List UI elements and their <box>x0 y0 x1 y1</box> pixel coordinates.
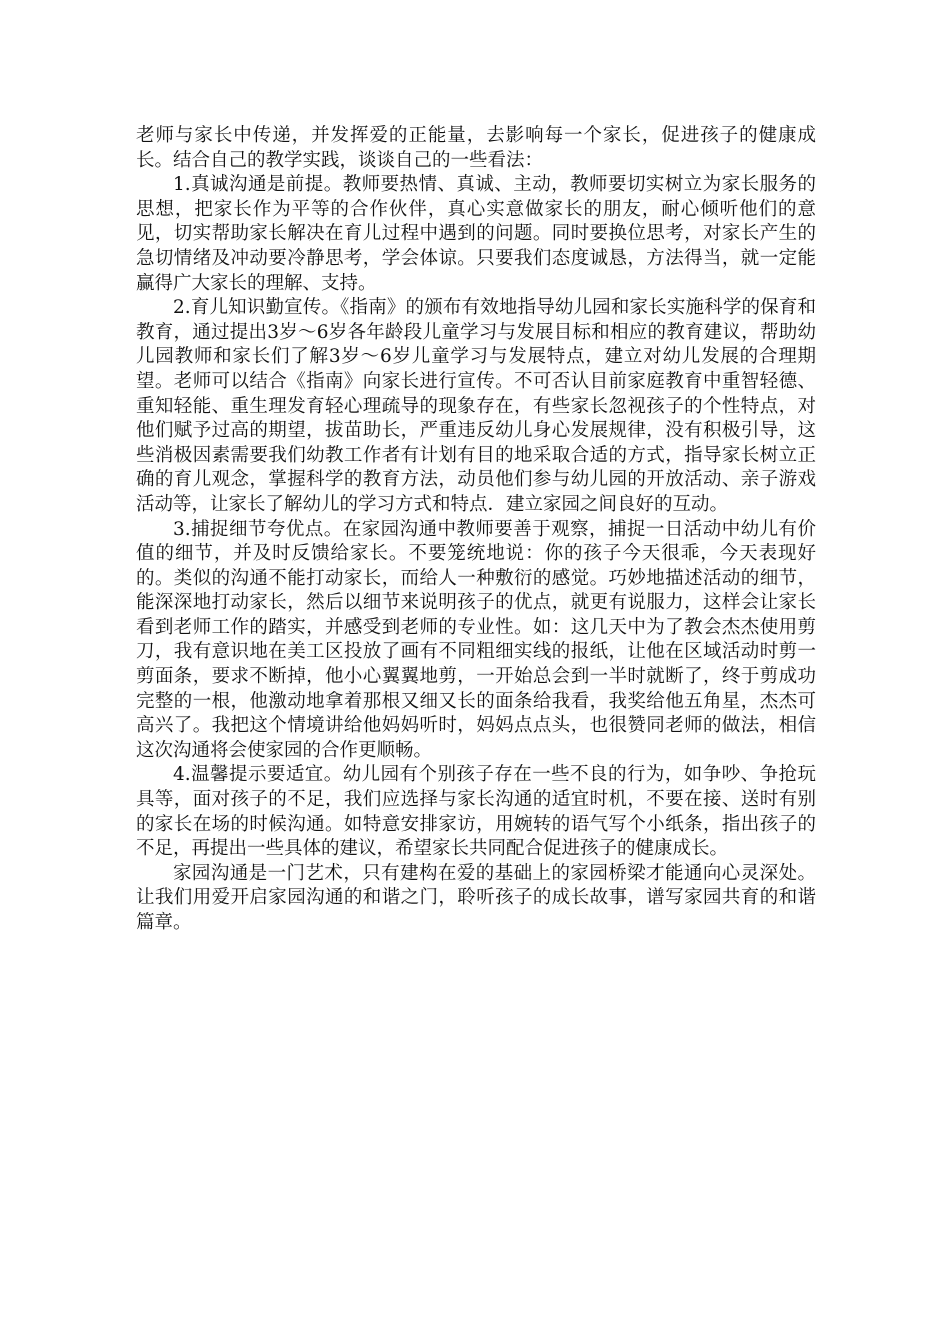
paragraph-point-2: 2.育儿知识勤宣传。《指南》的颁布有效地指导幼儿园和家长实施科学的保育和教育，通过提出3岁～6岁各年龄段儿童学习与发展目标和相应的教育建议，帮助幼儿园教师和家长们了解3岁～6岁儿童学习与发展特点，建立对幼儿发展的合理期望。老师可以结合《指南》向家长进行宣传。不可否认目前家庭教育中重智轻德、重知轻能、重生理发育轻心理疏导的现象存在，有些家长忽视孩子的个性特点，对他们赋予过高的期望，拔苗助长，严重违反幼儿身心发展规律，没有积极引导，这些消极因素需要我们幼教工作者有计划有目的地采取合适的方式，指导家长树立正确的育儿观念，掌握科学的教育方法，动员他们参与幼儿园的开放活动、亲子游戏活动等，让家长了解幼儿的学习方式和特点．建立家园之间良好的互动。 <box>136 297 816 515</box>
paragraph-intro: 老师与家长中传递，并发挥爱的正能量，去影响每一个家长，促进孩子的健康成长。结合自己的教学实践，谈谈自己的一些看法： <box>136 125 816 171</box>
article-body <box>136 124 816 936</box>
paragraph-point-4: 4.温馨提示要适宜。幼儿园有个别孩子存在一些不良的行为，如争吵、争抢玩具等，面对孩子的不足，我们应选择与家长沟通的适宜时机，不要在接、送时有别的家长在场的时候沟通。如特意安排家访，用婉转的语气写个小纸条，指出孩子的不足，再提出一些具体的建议，希望家长共同配合促进孩子的健康成长。 <box>136 764 816 860</box>
paragraph-conclusion: 家园沟通是一门艺术，只有建构在爱的基础上的家园桥梁才能通向心灵深处。让我们用爱开启家园沟通的和谐之门，聆听孩子的成长故事，谱写家园共育的和谐篇章。 <box>136 862 816 933</box>
paragraph-point-1: 1.真诚沟通是前提。教师要热情、真诚、主动，教师要切实树立为家长服务的思想，把家长作为平等的合作伙伴，真心实意做家长的朋友，耐心倾听他们的意见，切实帮助家长解决在育儿过程中遇到的问题。同时要换位思考，对家长产生的急切情绪及冲动要冷静思考，学会体谅。只要我们态度诚恳，方法得当，就一定能赢得广大家长的理解、支持。 <box>136 174 816 294</box>
paragraph-point-3: 3.捕捉细节夸优点。在家园沟通中教师要善于观察，捕捉一日活动中幼儿有价值的细节，并及时反馈给家长。不要笼统地说：你的孩子今天很乖，今天表现好的。类似的沟通不能打动家长，而给人一种敷衍的感觉。巧妙地描述活动的细节，能深深地打动家长，然后以细节来说明孩子的优点，就更有说服力，这样会让家长看到老师工作的踏实，并感受到老师的专业性。如：这几天中为了教会杰杰使用剪刀，我有意识地在美工区投放了画有不同粗细实线的报纸，让他在区域活动时剪一剪面条，要求不断掉，他小心翼翼地剪，一开始总会到一半时就断了，终于剪成功完整的一根，他激动地拿着那根又细又长的面条给我看，我奖给他五角星，杰杰可高兴了。我把这个情境讲给他妈妈听时，妈妈点点头，也很赞同老师的做法，相信这次沟通将会使家园的合作更顺畅。 <box>136 518 816 761</box>
